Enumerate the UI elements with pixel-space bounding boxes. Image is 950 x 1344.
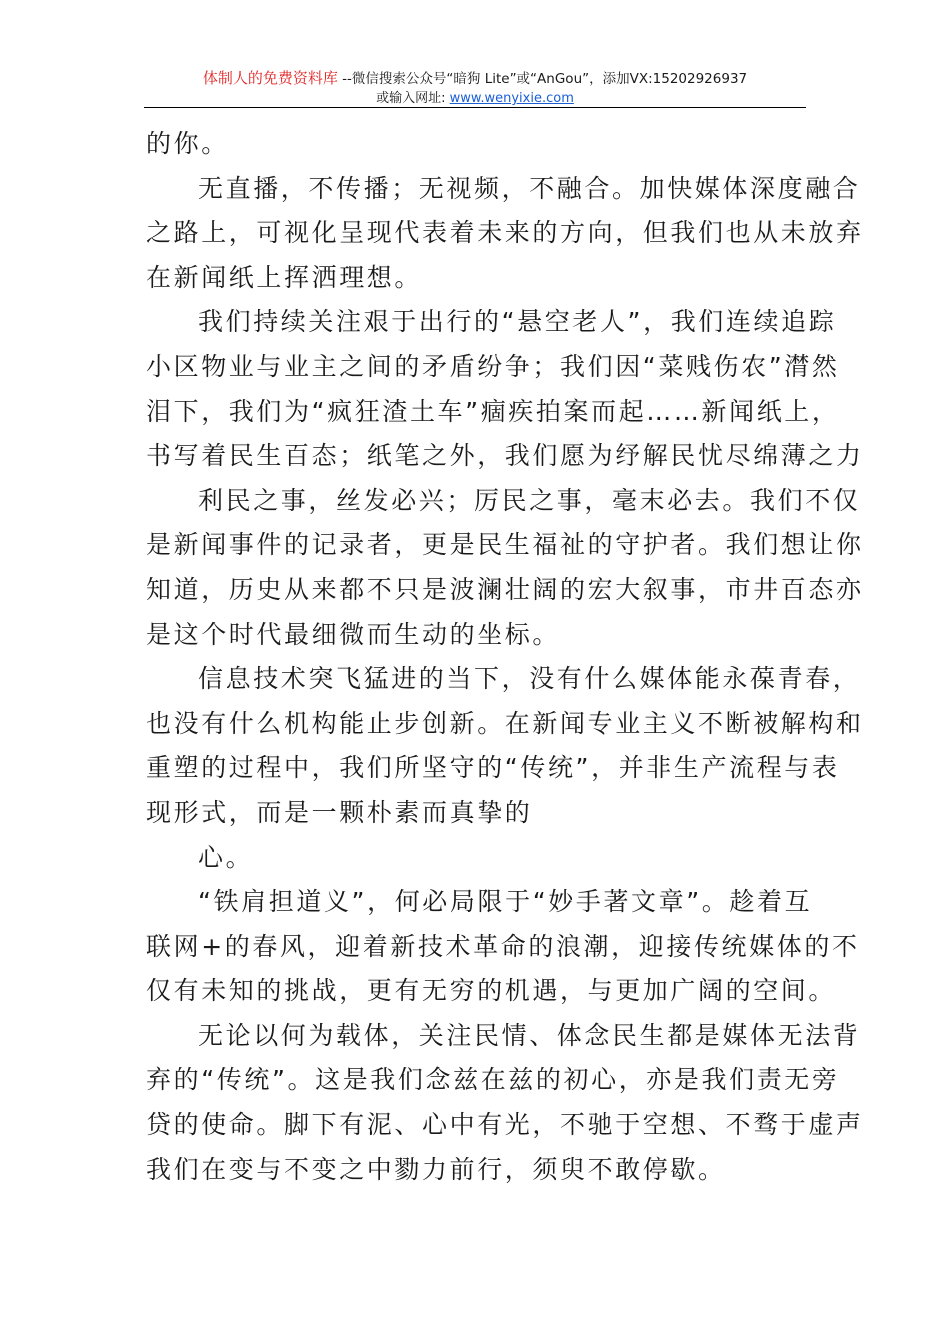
header-url-prefix: 或输入网址: [376, 91, 450, 106]
document-body [146, 122, 864, 1192]
text-line: 联网+的春风，迎着新技术革命的浪潮，迎接传统媒体的不 [146, 931, 860, 961]
text-line: 无直播，不传播；无视频，不融合。加快媒体深度融合 [198, 173, 861, 203]
text-line: 是这个时代最细微而生动的坐标。 [146, 619, 561, 649]
text-line: 现形式，而是一颗朴素而真挚的 [146, 797, 533, 827]
text-line: 弃的“传统”。这是我们念兹在兹的初心，亦是我们责无旁 [146, 1065, 840, 1095]
text-line: 的你。 [146, 129, 229, 158]
page-header [144, 68, 806, 109]
text-line: 书写着民生百态；纸笔之外，我们愿为纾解民忧尽绵薄之力 [146, 441, 864, 471]
text-line: “铁肩担道义”，何必局限于“妙手著文章”。趁着互 [198, 887, 813, 917]
header-line-2 [144, 89, 806, 109]
text-line: 在新闻纸上挥洒理想。 [146, 262, 423, 292]
text-line: 心。 [198, 842, 254, 872]
text-line: 利民之事，丝发必兴；厉民之事，毫末必去。我们不仅 [198, 485, 861, 515]
text-line: 重塑的过程中，我们所坚守的“传统”，并非生产流程与表 [146, 753, 840, 783]
text-line: 小区物业与业主之间的矛盾纷争；我们因“菜贱伤农”潸然 [146, 351, 840, 381]
text-line: 之路上，可视化呈现代表着未来的方向，但我们也从未放弃 [146, 218, 864, 248]
text-line: 无论以何为载体，关注民情、体念民生都是媒体无法背 [198, 1020, 861, 1050]
text-line: 是新闻事件的记录者，更是民生福祉的守护者。我们想让你 [146, 530, 864, 560]
header-brand: 体制人的免费资料库 [202, 69, 338, 87]
header-url-link[interactable]: www.wenyixie.com [449, 91, 574, 106]
header-line-1 [144, 68, 806, 89]
header-divider [144, 107, 806, 108]
text-line: 信息技术突飞猛进的当下，没有什么媒体能永葆青春， [198, 664, 861, 694]
text-line: 也没有什么机构能止步创新。在新闻专业主义不断被解构和 [146, 708, 864, 738]
header-info: --微信搜索公众号“暗狗 Lite”或“AnGou”，添加VX:15202926937 [337, 71, 748, 87]
text-line: 我们持续关注艰于出行的“悬空老人”，我们连续追踪 [198, 307, 837, 337]
text-line: 我们在变与不变之中勠力前行，须臾不敢停歇。 [146, 1154, 726, 1184]
text-line: 泪下，我们为“疯狂渣土车”痼疾拍案而起……新闻纸上， [146, 396, 840, 426]
text-line: 仅有未知的挑战，更有无穷的机遇，与更加广阔的空间。 [146, 976, 837, 1006]
text-line: 贷的使命。脚下有泥、心中有光，不驰于空想、不骛于虚声 [146, 1110, 864, 1140]
text-line: 知道，历史从来都不只是波澜壮阔的宏大叙事，市井百态亦 [146, 574, 864, 604]
